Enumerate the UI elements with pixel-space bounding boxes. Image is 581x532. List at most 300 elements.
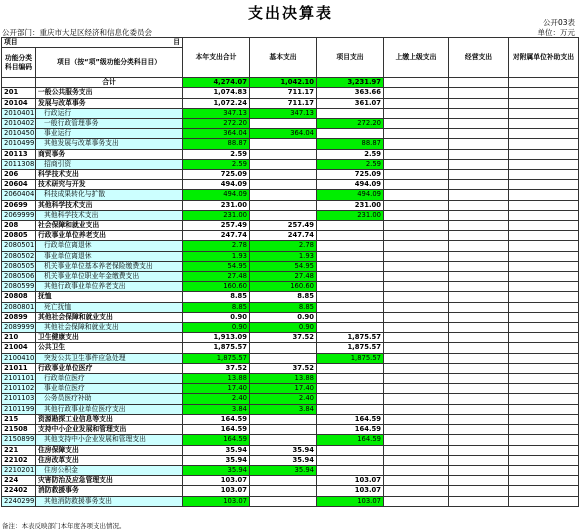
cell-business — [449, 251, 509, 261]
cell-basic — [250, 139, 317, 149]
cell-business — [449, 98, 509, 108]
cell-name: 突发公共卫生事件应急处理 — [36, 353, 183, 363]
cell-name: 发展与改革事务 — [36, 98, 183, 108]
cell-project: 164.59 — [317, 425, 384, 435]
cell-subsidy — [509, 445, 579, 455]
cell-business — [449, 455, 509, 465]
cell-subsidy — [509, 139, 579, 149]
cell-upper — [384, 476, 449, 486]
cell-name: 行政事业单位养老支出 — [36, 231, 183, 241]
cell-business — [449, 394, 509, 404]
cell-code: 2060404 — [2, 190, 36, 200]
footnote: 备注：本表反映部门本年度各项支出情况。 — [2, 522, 126, 530]
cell-name: 住房公积金 — [36, 465, 183, 475]
cell-total: 725.09 — [183, 170, 250, 180]
cell-upper — [384, 302, 449, 312]
header-basic: 基本支出 — [250, 38, 317, 78]
cell-code — [2, 78, 36, 88]
cell-upper — [384, 312, 449, 322]
cell-total: 103.07 — [183, 486, 250, 496]
table-row — [2, 282, 579, 292]
cell-subsidy — [509, 261, 579, 271]
cell-name: 抚恤 — [36, 292, 183, 302]
cell-upper — [384, 282, 449, 292]
cell-business — [449, 282, 509, 292]
table-row — [2, 353, 579, 363]
cell-project — [317, 231, 384, 241]
cell-basic — [250, 159, 317, 169]
cell-business — [449, 465, 509, 475]
cell-total: 347.13 — [183, 108, 250, 118]
cell-project: 272.20 — [317, 119, 384, 129]
cell-upper — [384, 231, 449, 241]
cell-upper — [384, 394, 449, 404]
cell-business — [449, 200, 509, 210]
cell-code: 20699 — [2, 200, 36, 210]
table-row — [2, 88, 579, 98]
cell-business — [449, 312, 509, 322]
cell-project: 103.07 — [317, 476, 384, 486]
cell-upper — [384, 88, 449, 98]
cell-code: 201 — [2, 88, 36, 98]
cell-code: 20899 — [2, 312, 36, 322]
cell-subsidy — [509, 180, 579, 190]
cell-business — [449, 323, 509, 333]
cell-business — [449, 435, 509, 445]
cell-upper — [384, 119, 449, 129]
cell-upper — [384, 465, 449, 475]
cell-upper — [384, 414, 449, 424]
cell-total: 1,913.09 — [183, 333, 250, 343]
cell-name: 其他发展与改革事务支出 — [36, 139, 183, 149]
cell-code: 2080599 — [2, 282, 36, 292]
table-row — [2, 333, 579, 343]
cell-subsidy — [509, 272, 579, 282]
cell-total: 231.00 — [183, 200, 250, 210]
cell-total: 35.94 — [183, 465, 250, 475]
cell-basic: 0.90 — [250, 323, 317, 333]
cell-subsidy — [509, 333, 579, 343]
cell-project — [317, 455, 384, 465]
cell-basic: 3.84 — [250, 404, 317, 414]
table-row — [2, 221, 579, 231]
cell-total: 17.40 — [183, 384, 250, 394]
cell-business — [449, 170, 509, 180]
cell-code: 2010402 — [2, 119, 36, 129]
cell-business — [449, 414, 509, 424]
cell-subsidy — [509, 384, 579, 394]
cell-business — [449, 261, 509, 271]
cell-basic: 27.48 — [250, 272, 317, 282]
cell-project — [317, 292, 384, 302]
cell-code: 206 — [2, 170, 36, 180]
cell-name: 资源勘探工业信息等支出 — [36, 414, 183, 424]
cell-basic: 17.40 — [250, 384, 317, 394]
cell-name: 一般公共服务支出 — [36, 88, 183, 98]
cell-code: 20113 — [2, 149, 36, 159]
cell-project — [317, 445, 384, 455]
cell-total: 494.09 — [183, 180, 250, 190]
table-row — [2, 414, 579, 424]
table-row — [2, 241, 579, 251]
table-row — [2, 374, 579, 384]
cell-basic: 37.52 — [250, 363, 317, 373]
cell-basic — [250, 343, 317, 353]
cell-upper — [384, 108, 449, 118]
cell-business — [449, 78, 509, 88]
cell-subsidy — [509, 221, 579, 231]
cell-business — [449, 88, 509, 98]
cell-basic — [250, 119, 317, 129]
cell-project — [317, 374, 384, 384]
cell-business — [449, 476, 509, 486]
table-row — [2, 343, 579, 353]
cell-total: 1,074.83 — [183, 88, 250, 98]
cell-project: 361.07 — [317, 98, 384, 108]
cell-subsidy — [509, 476, 579, 486]
cell-business — [449, 108, 509, 118]
cell-project — [317, 241, 384, 251]
table-row — [2, 200, 579, 210]
table-row — [2, 496, 579, 506]
cell-upper — [384, 435, 449, 445]
cell-project: 88.87 — [317, 139, 384, 149]
cell-business — [449, 119, 509, 129]
cell-name: 行政单位离退休 — [36, 241, 183, 251]
cell-code: 2089999 — [2, 323, 36, 333]
cell-upper — [384, 78, 449, 88]
cell-project: 164.59 — [317, 414, 384, 424]
cell-basic — [250, 200, 317, 210]
table-row — [2, 129, 579, 139]
table-row — [2, 159, 579, 169]
department-label: 公开部门：重庆市大足区经济和信息化委员会 — [2, 28, 152, 37]
cell-name: 科技成果转化与扩散 — [36, 190, 183, 200]
cell-project: 494.09 — [317, 180, 384, 190]
cell-project — [317, 282, 384, 292]
cell-name: 招商引资 — [36, 159, 183, 169]
cell-project: 2.59 — [317, 149, 384, 159]
cell-total: 164.59 — [183, 435, 250, 445]
cell-basic: 0.90 — [250, 312, 317, 322]
cell-business — [449, 180, 509, 190]
cell-name: 行政事业单位医疗 — [36, 363, 183, 373]
cell-name: 死亡抚恤 — [36, 302, 183, 312]
cell-project: 3,231.97 — [317, 78, 384, 88]
cell-project — [317, 394, 384, 404]
cell-name: 其他消防救援事务支出 — [36, 496, 183, 506]
header-subsidy: 对附属单位补助支出 — [509, 38, 579, 78]
table-row — [2, 384, 579, 394]
cell-basic: 8.85 — [250, 292, 317, 302]
cell-subsidy — [509, 210, 579, 220]
table-row — [2, 170, 579, 180]
cell-total: 247.74 — [183, 231, 250, 241]
cell-code: 2080801 — [2, 302, 36, 312]
cell-basic: 35.94 — [250, 455, 317, 465]
cell-upper — [384, 190, 449, 200]
cell-upper — [384, 323, 449, 333]
cell-name: 商贸事务 — [36, 149, 183, 159]
cell-total: 54.95 — [183, 261, 250, 271]
cell-business — [449, 241, 509, 251]
cell-upper — [384, 333, 449, 343]
cell-business — [449, 302, 509, 312]
cell-name: 社会保障和就业支出 — [36, 221, 183, 231]
cell-code: 2101199 — [2, 404, 36, 414]
cell-name: 事业单位离退休 — [36, 251, 183, 261]
cell-name: 住房保障支出 — [36, 445, 183, 455]
table-row — [2, 476, 579, 486]
header-total: 本年支出合计 — [183, 38, 250, 78]
page-title: 支出决算表 — [247, 4, 333, 22]
cell-basic — [250, 180, 317, 190]
expenditure-table — [1, 37, 579, 507]
cell-basic: 347.13 — [250, 108, 317, 118]
cell-upper — [384, 200, 449, 210]
header-code: 功能分类科目编码 — [2, 48, 36, 78]
cell-name: 行政运行 — [36, 108, 183, 118]
table-row — [2, 445, 579, 455]
cell-total: 2.59 — [183, 159, 250, 169]
cell-business — [449, 374, 509, 384]
cell-upper — [384, 486, 449, 496]
cell-total: 1,875.57 — [183, 353, 250, 363]
table-row — [2, 251, 579, 261]
table-row — [2, 139, 579, 149]
cell-upper — [384, 292, 449, 302]
cell-upper — [384, 98, 449, 108]
table-row — [2, 465, 579, 475]
cell-name: 卫生健康支出 — [36, 333, 183, 343]
cell-project — [317, 272, 384, 282]
cell-basic — [250, 414, 317, 424]
cell-business — [449, 272, 509, 282]
cell-name: 其他社会保障和就业支出 — [36, 323, 183, 333]
header-item: 项目 — [4, 38, 18, 46]
cell-basic — [250, 210, 317, 220]
cell-code: 2080506 — [2, 272, 36, 282]
cell-code: 2080502 — [2, 251, 36, 261]
cell-name: 事业单位医疗 — [36, 384, 183, 394]
cell-project: 1,875.57 — [317, 333, 384, 343]
cell-name: 一般行政管理事务 — [36, 119, 183, 129]
cell-total: 27.48 — [183, 272, 250, 282]
cell-business — [449, 221, 509, 231]
cell-business — [449, 343, 509, 353]
cell-total: 164.59 — [183, 425, 250, 435]
table-row — [2, 394, 579, 404]
cell-basic: 37.52 — [250, 333, 317, 343]
cell-code: 2150899 — [2, 435, 36, 445]
cell-business — [449, 363, 509, 373]
cell-project — [317, 323, 384, 333]
cell-subsidy — [509, 231, 579, 241]
cell-total: 0.90 — [183, 323, 250, 333]
cell-code: 20104 — [2, 98, 36, 108]
cell-subsidy — [509, 323, 579, 333]
cell-project: 231.00 — [317, 200, 384, 210]
unit-label: 单位：万元 — [537, 28, 575, 37]
header-item-cell — [2, 38, 183, 48]
cell-business — [449, 231, 509, 241]
cell-upper — [384, 404, 449, 414]
cell-project: 231.00 — [317, 210, 384, 220]
cell-project: 2.59 — [317, 159, 384, 169]
cell-total: 1,875.57 — [183, 343, 250, 353]
table-row — [2, 425, 579, 435]
cell-project — [317, 404, 384, 414]
table-row — [2, 435, 579, 445]
table-row — [2, 149, 579, 159]
cell-upper — [384, 384, 449, 394]
cell-basic: 2.40 — [250, 394, 317, 404]
cell-subsidy — [509, 374, 579, 384]
cell-subsidy — [509, 425, 579, 435]
cell-basic: 247.74 — [250, 231, 317, 241]
cell-name: 公共卫生 — [36, 343, 183, 353]
cell-code: 22402 — [2, 486, 36, 496]
cell-basic: 54.95 — [250, 261, 317, 271]
cell-subsidy — [509, 363, 579, 373]
cell-project: 363.66 — [317, 88, 384, 98]
cell-code: 21508 — [2, 425, 36, 435]
cell-subsidy — [509, 465, 579, 475]
cell-code: 2010450 — [2, 129, 36, 139]
cell-basic — [250, 496, 317, 506]
cell-upper — [384, 180, 449, 190]
cell-subsidy — [509, 414, 579, 424]
cell-code: 21011 — [2, 363, 36, 373]
cell-upper — [384, 374, 449, 384]
table-body — [2, 78, 579, 507]
cell-code: 2101103 — [2, 394, 36, 404]
cell-business — [449, 353, 509, 363]
cell-total: 2.40 — [183, 394, 250, 404]
cell-business — [449, 404, 509, 414]
cell-total: 494.09 — [183, 190, 250, 200]
cell-code: 2080501 — [2, 241, 36, 251]
cell-project: 725.09 — [317, 170, 384, 180]
cell-basic: 1,042.10 — [250, 78, 317, 88]
cell-name: 灾害防治及应急管理支出 — [36, 476, 183, 486]
cell-name: 其他行政事业单位医疗支出 — [36, 404, 183, 414]
cell-total: 0.90 — [183, 312, 250, 322]
cell-business — [449, 149, 509, 159]
cell-project: 494.09 — [317, 190, 384, 200]
cell-basic — [250, 435, 317, 445]
cell-upper — [384, 496, 449, 506]
cell-business — [449, 333, 509, 343]
cell-basic: 711.17 — [250, 98, 317, 108]
table-row — [2, 292, 579, 302]
cell-business — [449, 425, 509, 435]
cell-code: 221 — [2, 445, 36, 455]
cell-total: 8.85 — [183, 292, 250, 302]
cell-project: 1,875.57 — [317, 343, 384, 353]
cell-total: 88.87 — [183, 139, 250, 149]
cell-code: 20805 — [2, 231, 36, 241]
cell-code: 2010499 — [2, 139, 36, 149]
cell-name: 支持中小企业发展和管理支出 — [36, 425, 183, 435]
cell-subsidy — [509, 292, 579, 302]
cell-code: 22102 — [2, 455, 36, 465]
cell-name: 其他科学技术支出 — [36, 210, 183, 220]
cell-subsidy — [509, 404, 579, 414]
cell-total: 160.60 — [183, 282, 250, 292]
cell-business — [449, 129, 509, 139]
cell-total: 257.49 — [183, 221, 250, 231]
cell-project: 103.07 — [317, 496, 384, 506]
cell-basic — [250, 149, 317, 159]
cell-name: 机关事业单位基本养老保险缴费支出 — [36, 261, 183, 271]
cell-code: 215 — [2, 414, 36, 424]
cell-basic — [250, 425, 317, 435]
cell-basic: 364.04 — [250, 129, 317, 139]
table-row — [2, 404, 579, 414]
cell-business — [449, 159, 509, 169]
cell-code: 210 — [2, 333, 36, 343]
cell-total: 4,274.07 — [183, 78, 250, 88]
cell-name: 合计 — [36, 78, 183, 88]
table-row — [2, 272, 579, 282]
cell-business — [449, 292, 509, 302]
cell-subsidy — [509, 190, 579, 200]
cell-total: 35.94 — [183, 445, 250, 455]
header-upper: 上缴上级支出 — [384, 38, 449, 78]
table-row — [2, 98, 579, 108]
cell-subsidy — [509, 149, 579, 159]
cell-basic: 13.88 — [250, 374, 317, 384]
header-business: 经营支出 — [449, 38, 509, 78]
cell-name: 住房改革支出 — [36, 455, 183, 465]
cell-name: 行政单位医疗 — [36, 374, 183, 384]
cell-upper — [384, 343, 449, 353]
cell-total: 2.59 — [183, 149, 250, 159]
cell-business — [449, 445, 509, 455]
cell-upper — [384, 149, 449, 159]
cell-subsidy — [509, 88, 579, 98]
cell-subsidy — [509, 78, 579, 88]
cell-basic: 1.93 — [250, 251, 317, 261]
cell-subsidy — [509, 159, 579, 169]
cell-subsidy — [509, 486, 579, 496]
cell-project — [317, 312, 384, 322]
cell-basic: 711.17 — [250, 88, 317, 98]
cell-project — [317, 129, 384, 139]
cell-upper — [384, 210, 449, 220]
table-row — [2, 261, 579, 271]
cell-name: 其他支持中小企业发展和管理支出 — [36, 435, 183, 445]
cell-project — [317, 384, 384, 394]
cell-upper — [384, 363, 449, 373]
table-number: 公开03表 — [542, 18, 575, 27]
table-row — [2, 302, 579, 312]
cell-total: 364.04 — [183, 129, 250, 139]
cell-subsidy — [509, 282, 579, 292]
cell-code: 20604 — [2, 180, 36, 190]
cell-subsidy — [509, 170, 579, 180]
table-row — [2, 312, 579, 322]
cell-project — [317, 302, 384, 312]
cell-business — [449, 496, 509, 506]
cell-upper — [384, 261, 449, 271]
cell-subsidy — [509, 312, 579, 322]
cell-total: 103.07 — [183, 476, 250, 486]
header-project: 项目支出 — [317, 38, 384, 78]
cell-code: 2011308 — [2, 159, 36, 169]
cell-business — [449, 486, 509, 496]
